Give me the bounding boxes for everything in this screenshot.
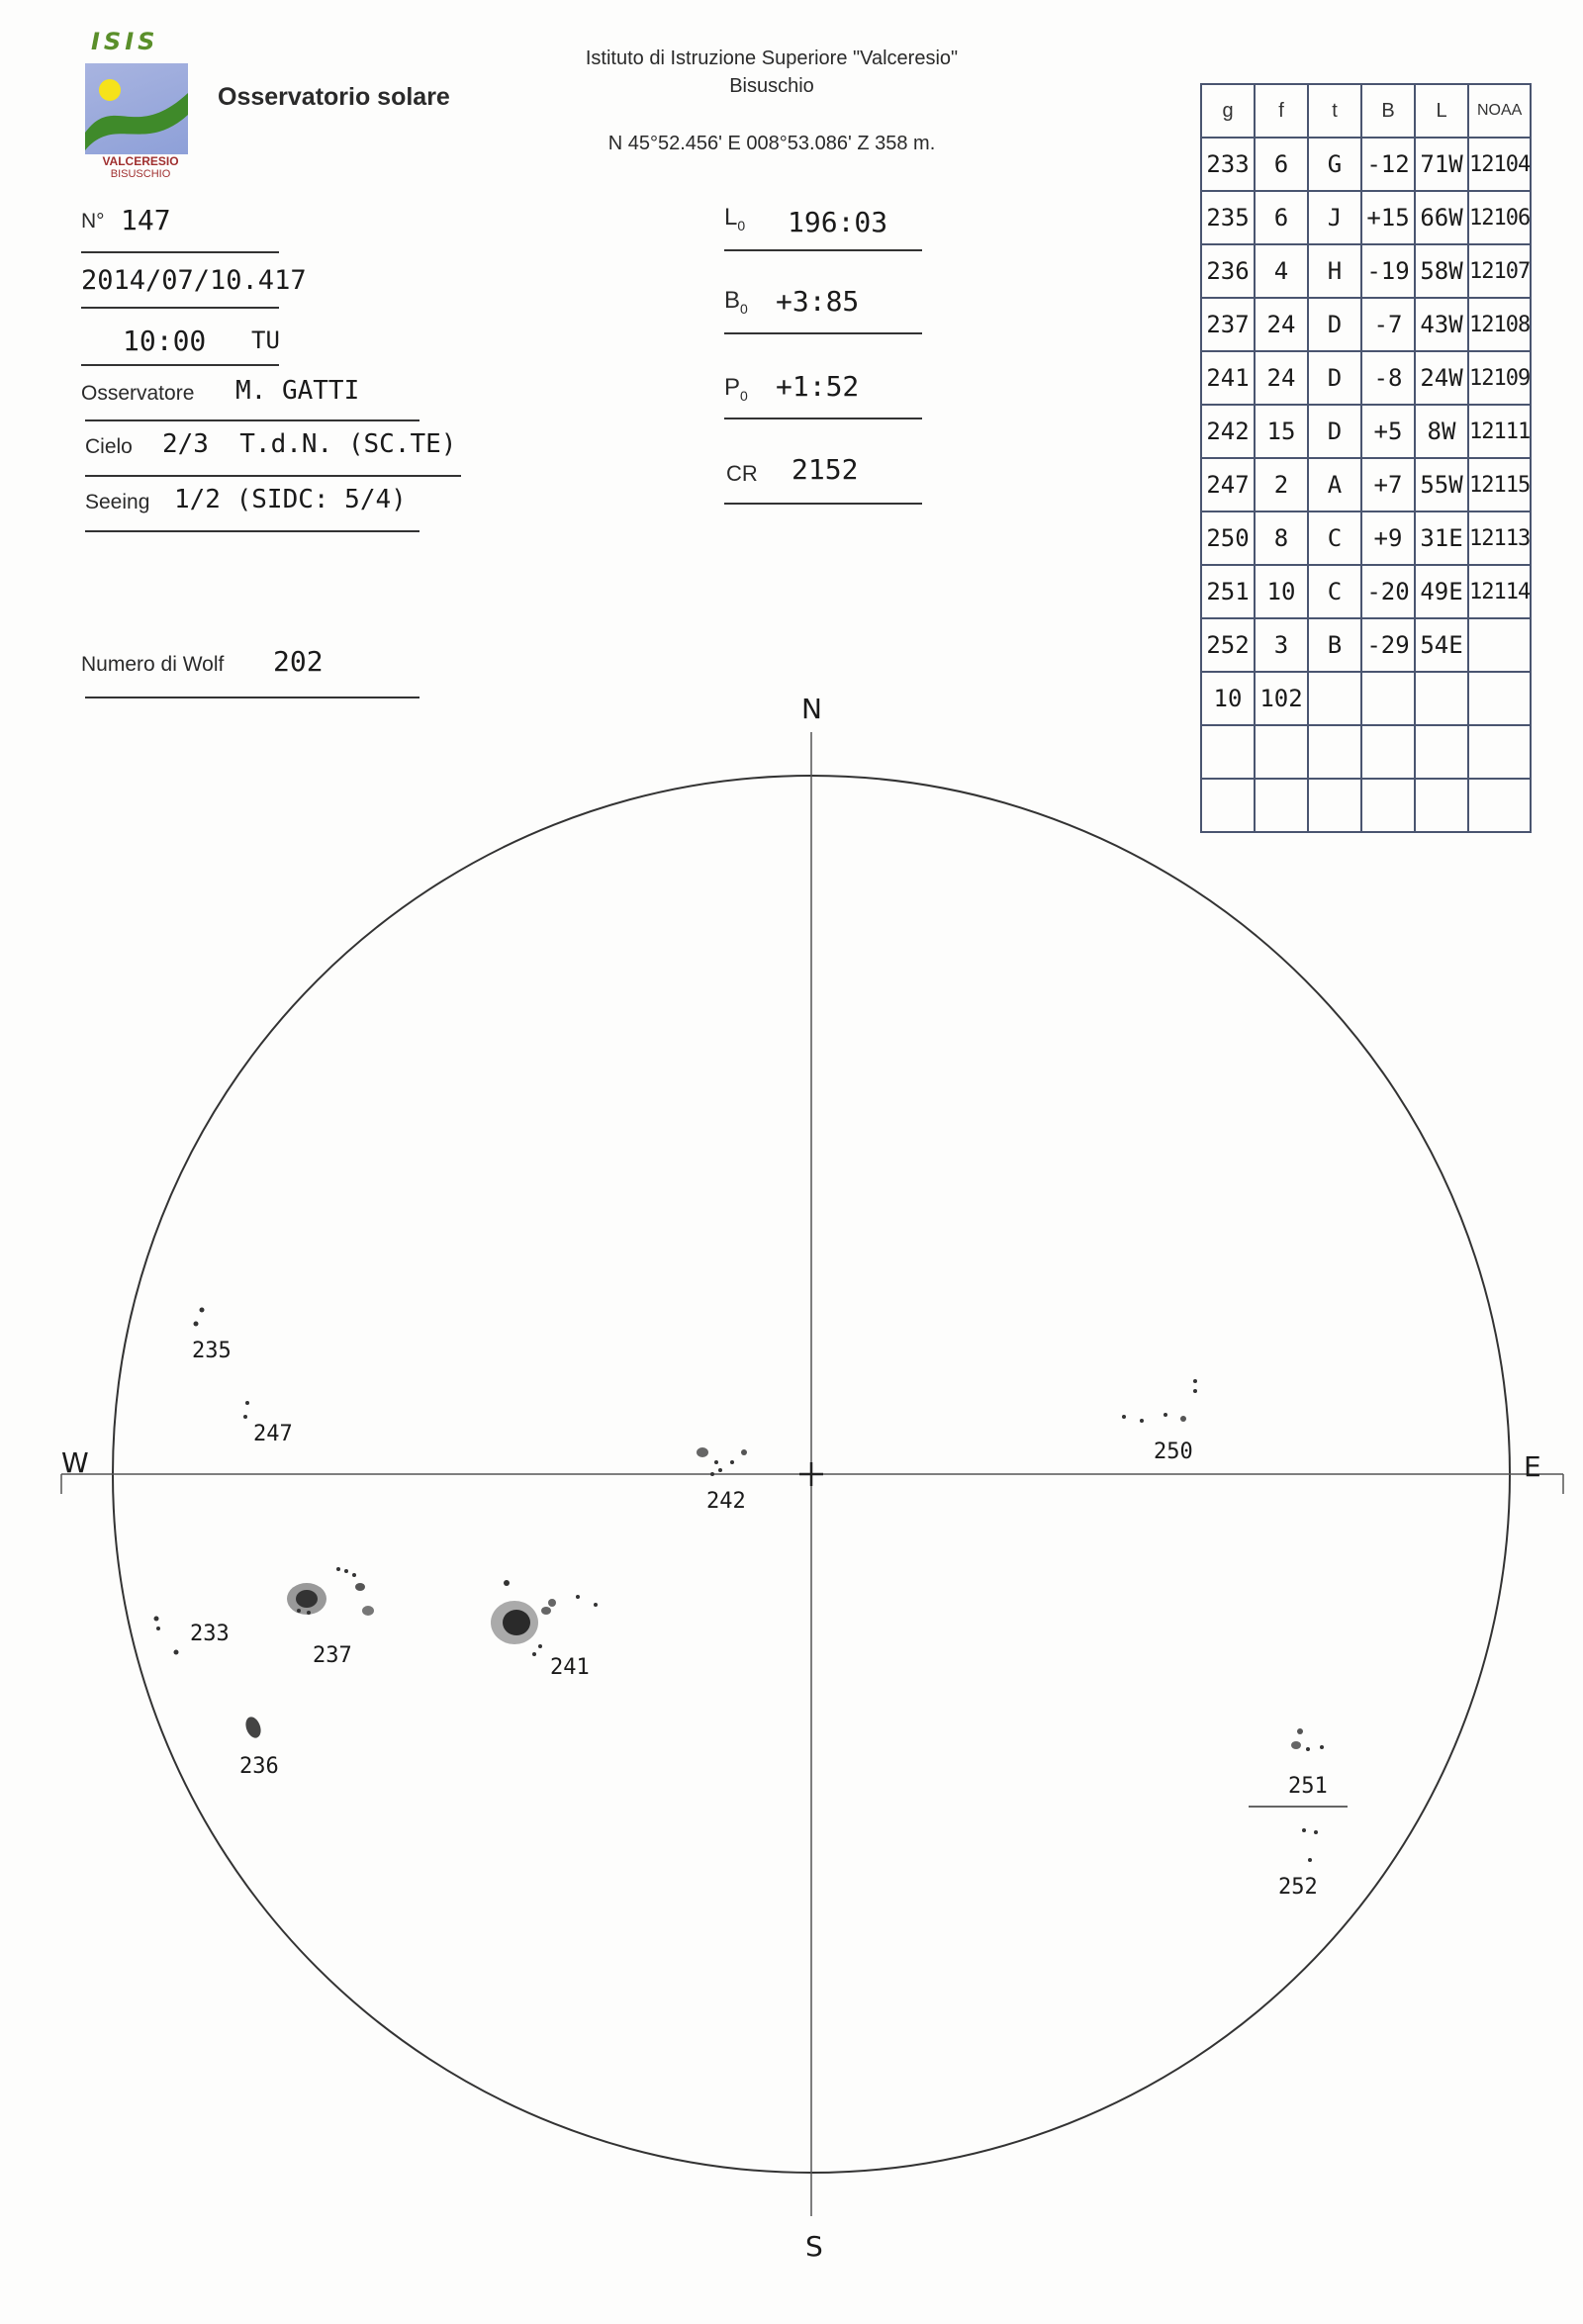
table-cell-b: -20 [1361, 565, 1415, 618]
table-cell-g: 242 [1201, 405, 1255, 458]
table-cell-g: 247 [1201, 458, 1255, 511]
sunspot-group-236 [239, 1715, 279, 1779]
logo-line-1: VALCERESIO [102, 154, 179, 168]
table-cell-f: 8 [1255, 511, 1308, 565]
sunspot-group-241 [491, 1580, 598, 1680]
table-cell-g: 237 [1201, 298, 1255, 351]
table-cell-b: -7 [1361, 298, 1415, 351]
group-label-233: 233 [190, 1622, 230, 1646]
table-cell-b: +9 [1361, 511, 1415, 565]
table-cell-noaa: 12107 [1468, 244, 1531, 298]
number-label: N° [81, 210, 105, 232]
sunspot-group-233 [154, 1617, 230, 1655]
table-cell-f: 102 [1255, 672, 1308, 725]
table-cell-g: 10 [1201, 672, 1255, 725]
table-cell-t: B [1308, 618, 1361, 672]
table-cell-f: 24 [1255, 351, 1308, 405]
table-cell-t: H [1308, 244, 1361, 298]
table-cell-g: 235 [1201, 191, 1255, 244]
table-cell-g: 236 [1201, 244, 1255, 298]
table-cell-f: 6 [1255, 191, 1308, 244]
table-cell-g: 241 [1201, 351, 1255, 405]
table-cell-noaa: 12104 [1468, 138, 1531, 191]
table-cell-g: 252 [1201, 618, 1255, 672]
col-header-t: t [1308, 84, 1361, 138]
table-cell-g: 233 [1201, 138, 1255, 191]
table-cell-noaa: 12111 [1468, 405, 1531, 458]
east-label: E [1524, 1450, 1541, 1483]
table-cell-f: 3 [1255, 618, 1308, 672]
observer-value: M. GATTI [235, 376, 360, 406]
table-cell-b: +15 [1361, 191, 1415, 244]
table-cell-b: -12 [1361, 138, 1415, 191]
sunspot-group-237 [287, 1567, 374, 1668]
table-cell-l: 55W [1415, 458, 1468, 511]
p0-label: $P_0$ [724, 374, 748, 404]
table-cell-g: 251 [1201, 565, 1255, 618]
b0-label: $B_0$ [724, 287, 748, 317]
table-cell-noaa: 12109 [1468, 351, 1531, 405]
observatory-coordinates: N 45°52.456' E 008°53.086' Z 358 m. [607, 133, 936, 154]
group-label-237: 237 [313, 1643, 352, 1668]
table-cell-t: J [1308, 191, 1361, 244]
sunspot-group-251 [1288, 1728, 1328, 1799]
table-cell-f: 2 [1255, 458, 1308, 511]
table-cell-noaa: 12108 [1468, 298, 1531, 351]
group-label-250: 250 [1154, 1440, 1193, 1464]
table-cell-b: +5 [1361, 405, 1415, 458]
col-header-b: B [1361, 84, 1415, 138]
table-cell-t: D [1308, 351, 1361, 405]
table-cell-b: -29 [1361, 618, 1415, 672]
table-cell-noaa: 12115 [1468, 458, 1531, 511]
table-cell-t: A [1308, 458, 1361, 511]
group-label-242: 242 [706, 1489, 746, 1514]
south-label: S [805, 2230, 823, 2263]
group-label-247: 247 [253, 1422, 293, 1446]
table-cell-f: 4 [1255, 244, 1308, 298]
west-label: W [61, 1446, 89, 1479]
group-label-252: 252 [1278, 1875, 1318, 1900]
time-value: 10:00 [123, 325, 207, 357]
seeing-label: Seeing [85, 491, 150, 513]
table-cell-t: D [1308, 405, 1361, 458]
wolf-value: 202 [273, 645, 324, 678]
table-cell-b: +7 [1361, 458, 1415, 511]
table-cell-l: 31E [1415, 511, 1468, 565]
sunspot-group-247 [243, 1401, 293, 1446]
col-header-noaa: NOAA [1468, 84, 1531, 138]
group-label-235: 235 [192, 1339, 232, 1363]
sunspot-group-252 [1278, 1828, 1318, 1900]
l0-value: 196:03 [788, 206, 888, 238]
table-cell-t: D [1308, 298, 1361, 351]
sunspot-group-235 [192, 1308, 232, 1364]
p0-value: +1:52 [776, 370, 860, 403]
table-cell-b: -8 [1361, 351, 1415, 405]
sky-label: Cielo [85, 435, 133, 458]
group-label-241: 241 [550, 1655, 590, 1680]
table-cell-f: 10 [1255, 565, 1308, 618]
table-cell-f: 15 [1255, 405, 1308, 458]
logo-brand-text: ISIS [91, 28, 159, 55]
sky-value: 2/3 T.d.N. (SC.TE) [162, 429, 457, 459]
group-label-236: 236 [239, 1754, 279, 1779]
table-cell-t: C [1308, 565, 1361, 618]
table-cell-g: 250 [1201, 511, 1255, 565]
table-cell-l: 8W [1415, 405, 1468, 458]
number-value: 147 [121, 204, 171, 236]
col-header-l: L [1415, 84, 1468, 138]
sunspot-group-250 [1122, 1379, 1197, 1464]
date-value: 2014/07/10.417 [81, 265, 307, 296]
cr-label: CR [726, 461, 758, 486]
wolf-label: Numero di Wolf [81, 653, 225, 676]
institute-town: Bisuschio [729, 75, 814, 97]
table-cell-f: 6 [1255, 138, 1308, 191]
table-cell-noaa: 12113 [1468, 511, 1531, 565]
table-cell-l: 24W [1415, 351, 1468, 405]
table-cell-l: 66W [1415, 191, 1468, 244]
group-label-251: 251 [1288, 1774, 1328, 1799]
seeing-value: 1/2 (SIDC: 5/4) [174, 485, 407, 514]
table-cell-l: 58W [1415, 244, 1468, 298]
table-cell-noaa: 12106 [1468, 191, 1531, 244]
table-cell-f: 24 [1255, 298, 1308, 351]
table-cell-l: 49E [1415, 565, 1468, 618]
sunspot-group-242 [697, 1447, 747, 1514]
page-title: Osservatorio solare [218, 83, 450, 111]
institute-name: Istituto di Istruzione Superiore "Valceresio" [585, 47, 959, 69]
col-header-f: f [1255, 84, 1308, 138]
time-unit: TU [251, 326, 280, 354]
table-cell-t: C [1308, 511, 1361, 565]
l0-label: $L_0$ [724, 204, 746, 233]
b0-value: +3:85 [776, 285, 860, 318]
cr-value: 2152 [792, 453, 859, 486]
table-cell-l: 43W [1415, 298, 1468, 351]
logo-line-2: BISUSCHIO [110, 168, 171, 180]
table-cell-noaa: 12114 [1468, 565, 1531, 618]
table-cell-l: 54E [1415, 618, 1468, 672]
col-header-g: g [1201, 84, 1255, 138]
observer-label: Osservatore [81, 382, 195, 405]
table-cell-t: G [1308, 138, 1361, 191]
north-label: N [801, 693, 822, 725]
table-cell-b: -19 [1361, 244, 1415, 298]
table-cell-l: 71W [1415, 138, 1468, 191]
